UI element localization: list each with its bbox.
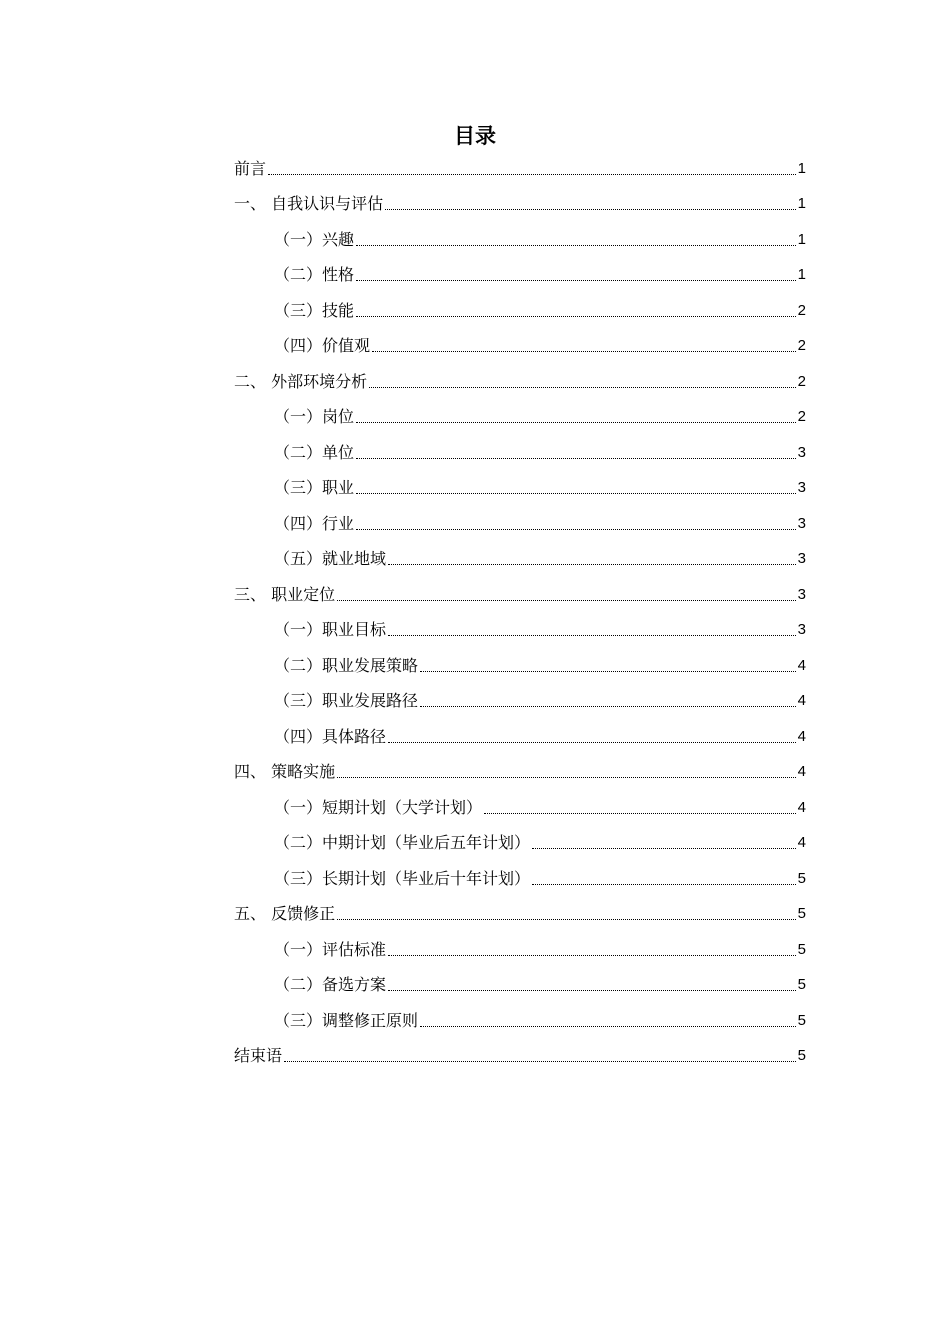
toc-entry-label: （五）就业地域 <box>274 549 387 568</box>
toc-entry[interactable] <box>234 321 806 357</box>
toc-dot-leader <box>388 741 796 743</box>
toc-entry[interactable] <box>234 463 806 499</box>
toc-entry-label: （一）短期计划（大学计划） <box>274 797 483 817</box>
toc-entry-label: （二）中期计划（毕业后五年计划） <box>274 833 531 852</box>
toc-entry-label: （一）兴趣 <box>274 229 355 249</box>
toc-entry[interactable] <box>234 214 806 250</box>
toc-dot-leader <box>532 847 796 849</box>
toc-dot-leader <box>420 1025 796 1027</box>
toc-entry[interactable] <box>234 747 806 783</box>
toc-entry-page-number: 4 <box>797 763 806 780</box>
toc-title: 目录 <box>454 124 496 148</box>
toc-entry-label: 四、 策略实施 <box>234 762 336 781</box>
toc-dot-leader <box>372 350 796 352</box>
toc-dot-leader <box>388 989 796 991</box>
toc-entry[interactable] <box>234 676 806 712</box>
toc-entry-page-number: 3 <box>797 443 806 461</box>
toc-dot-leader <box>532 883 796 885</box>
toc-entry-label: 结束语 <box>234 1046 283 1065</box>
toc-dot-leader <box>356 421 796 423</box>
toc-entry[interactable] <box>234 924 806 960</box>
toc-entry-page-number: 3 <box>797 550 806 567</box>
toc-entry-label: （三）技能 <box>274 300 355 320</box>
table-of-contents <box>234 143 806 1066</box>
toc-entry-page-number: 4 <box>797 656 806 674</box>
toc-dot-leader <box>420 670 796 672</box>
toc-dot-leader <box>388 563 796 565</box>
toc-entry-label: （四）具体路径 <box>274 726 387 746</box>
toc-entry[interactable] <box>234 427 806 463</box>
toc-dot-leader <box>356 279 796 281</box>
toc-entry-page-number: 1 <box>797 266 806 283</box>
toc-entry-page-number: 3 <box>797 514 806 532</box>
toc-entry-label: （一）岗位 <box>274 407 355 426</box>
toc-entry-page-number: 2 <box>797 408 806 425</box>
toc-entry-page-number: 2 <box>797 337 806 354</box>
toc-entry[interactable] <box>234 853 806 889</box>
toc-dot-leader <box>385 208 796 210</box>
toc-entry-page-number: 5 <box>797 976 806 993</box>
toc-entry[interactable] <box>234 250 806 286</box>
toc-entry[interactable] <box>234 960 806 996</box>
toc-entry[interactable] <box>234 782 806 818</box>
toc-entry[interactable] <box>234 711 806 747</box>
toc-entry-page-number: 4 <box>797 727 806 745</box>
toc-dot-leader <box>356 244 796 246</box>
toc-entry[interactable] <box>234 285 806 321</box>
toc-entry-label: 五、 反馈修正 <box>234 904 336 923</box>
toc-entry[interactable] <box>234 534 806 570</box>
toc-entry-page-number: 2 <box>797 372 806 390</box>
toc-dot-leader <box>356 492 796 494</box>
toc-entry-page-number: 5 <box>797 869 806 887</box>
toc-entry-page-number: 3 <box>797 621 806 638</box>
toc-entry[interactable] <box>234 1031 806 1067</box>
toc-dot-leader <box>356 457 796 459</box>
toc-entry[interactable] <box>234 995 806 1031</box>
toc-entry-label: （二）单位 <box>274 442 355 462</box>
toc-dot-leader <box>388 634 796 636</box>
toc-entry[interactable] <box>234 179 806 215</box>
toc-dot-leader <box>284 1060 796 1062</box>
toc-entry-page-number: 4 <box>797 692 806 709</box>
toc-entry-label: （二）职业发展策略 <box>274 655 419 675</box>
toc-dot-leader <box>337 918 796 920</box>
toc-entry-label: 一、 自我认识与评估 <box>234 194 384 213</box>
toc-entry-label: （三）调整修正原则 <box>274 1010 419 1030</box>
toc-entry-label: （一）职业目标 <box>274 620 387 639</box>
toc-entry-label: （一）评估标准 <box>274 939 387 959</box>
toc-entry[interactable] <box>234 889 806 925</box>
toc-entry-label: （二）备选方案 <box>274 975 387 994</box>
toc-entry[interactable] <box>234 605 806 641</box>
toc-entry-page-number: 1 <box>797 195 806 212</box>
toc-entry-page-number: 3 <box>797 585 806 603</box>
toc-entry[interactable] <box>234 356 806 392</box>
toc-entry-page-number: 2 <box>797 301 806 319</box>
toc-entry[interactable] <box>234 640 806 676</box>
toc-entry-page-number: 5 <box>797 1011 806 1029</box>
toc-entry-page-number: 5 <box>797 1047 806 1064</box>
toc-entry-label: （四）行业 <box>274 513 355 533</box>
toc-dot-leader <box>268 173 796 175</box>
toc-dot-leader <box>420 705 796 707</box>
toc-dot-leader <box>337 599 796 601</box>
toc-entry[interactable] <box>234 143 806 179</box>
toc-entry-page-number: 4 <box>797 834 806 851</box>
toc-entry-label: 二、 外部环境分析 <box>234 371 368 391</box>
toc-dot-leader <box>388 954 796 956</box>
toc-entry-label: （三）职业 <box>274 478 355 497</box>
toc-dot-leader <box>356 315 796 317</box>
toc-entry[interactable] <box>234 392 806 428</box>
toc-entry-label: （三）长期计划（毕业后十年计划） <box>274 868 531 888</box>
toc-entry-label: （四）价值观 <box>274 336 371 355</box>
toc-entry-label: （三）职业发展路径 <box>274 691 419 710</box>
toc-entry-page-number: 5 <box>797 940 806 958</box>
toc-entry-page-number: 1 <box>797 159 806 177</box>
toc-entry-label: 前言 <box>234 158 267 178</box>
toc-entry[interactable] <box>234 569 806 605</box>
toc-entry[interactable] <box>234 498 806 534</box>
toc-entry-page-number: 4 <box>797 798 806 816</box>
toc-entry-page-number: 3 <box>797 479 806 496</box>
toc-entry-page-number: 5 <box>797 905 806 922</box>
toc-entry-page-number: 1 <box>797 230 806 248</box>
toc-dot-leader <box>337 776 796 778</box>
toc-dot-leader <box>484 812 796 814</box>
toc-entry-label: （二）性格 <box>274 265 355 284</box>
toc-dot-leader <box>356 528 796 530</box>
toc-entry-label: 三、 职业定位 <box>234 584 336 604</box>
toc-dot-leader <box>369 386 796 388</box>
toc-entry[interactable] <box>234 818 806 854</box>
